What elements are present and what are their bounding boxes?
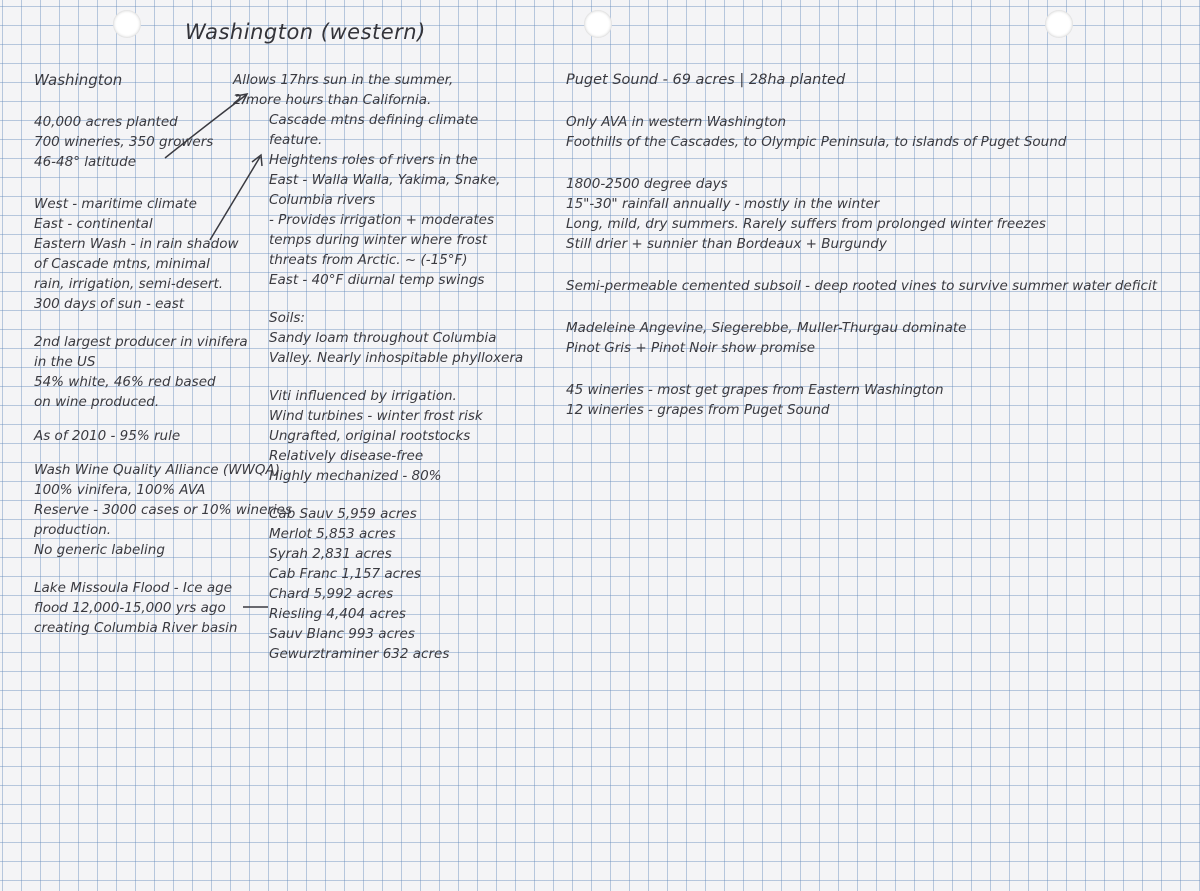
cascade-line: Cascade mtns defining climate — [269, 112, 479, 128]
varieties-line: Madeleine Angevine, Siegerebbe, Muller-Thurgau dominate — [566, 320, 967, 336]
climate-line: West - maritime climate — [34, 196, 197, 212]
wwqa-line: Reserve - 3000 cases or 10% wineries — [34, 502, 293, 518]
puget-sound-heading: Puget Sound - 69 acres | 28ha planted — [566, 72, 846, 88]
climate-line: rain, irrigation, semi-desert. — [34, 276, 224, 292]
cascade-line: East - Walla Walla, Yakima, Snake, — [269, 172, 501, 188]
stat-line: 40,000 acres planted — [34, 114, 178, 130]
sun-note-line: 2 more hours than California. — [233, 92, 432, 108]
wwqa-line: No generic labeling — [34, 542, 165, 558]
puget-climate-line: 1800-2500 degree days — [566, 176, 728, 192]
cascade-line: feature. — [269, 132, 323, 148]
climate-line: 300 days of sun - east — [34, 296, 185, 312]
wwqa-line: production. — [34, 522, 112, 538]
wwqa-line: Wash Wine Quality Alliance (WWQA) — [34, 462, 280, 478]
grape-acreage-line: Riesling 4,404 acres — [269, 606, 406, 622]
sun-note — [233, 70, 553, 110]
page-title: Washington (western) — [185, 20, 426, 44]
middle-column — [269, 110, 549, 664]
soils-line: Valley. Nearly inhospitable phylloxera — [269, 350, 524, 366]
wwqa-line: 100% vinifera, 100% AVA — [34, 482, 206, 498]
grape-acreage-line: Cab Sauv 5,959 acres — [269, 506, 417, 522]
cascade-line: Heightens roles of rivers in the — [269, 152, 478, 168]
right-column — [566, 70, 1186, 420]
flood-line: flood 12,000-15,000 yrs ago — [34, 600, 226, 616]
viti-line: Ungrafted, original rootstocks — [269, 428, 471, 444]
producer-line: 2nd largest producer in vinifera — [34, 334, 248, 350]
cascade-line: - Provides irrigation + moderates — [269, 212, 494, 228]
cascade-line: East - 40°F diurnal temp swings — [269, 272, 485, 288]
cascade-line: temps during winter where frost — [269, 232, 488, 248]
cascade-line: threats from Arctic. ~ (-15°F) — [269, 252, 468, 268]
binder-hole — [113, 10, 141, 38]
ava-line: Only AVA in western Washington — [566, 114, 787, 130]
producer-line: 54% white, 46% red based — [34, 374, 216, 390]
viti-line: Viti influenced by irrigation. — [269, 388, 457, 404]
grape-acreage-line: Syrah 2,831 acres — [269, 546, 392, 562]
viti-line: Highly mechanized - 80% — [269, 468, 442, 484]
subsoil-line: Semi-permeable cemented subsoil - deep rooted vines to survive summer water deficit — [566, 278, 1157, 294]
producer-line: on wine produced. — [34, 394, 160, 410]
binder-hole — [1045, 10, 1073, 38]
grape-acreage-line: Sauv Blanc 993 acres — [269, 626, 415, 642]
viti-line: Relatively disease-free — [269, 448, 424, 464]
left-heading: Washington — [34, 71, 123, 89]
varieties-line: Pinot Gris + Pinot Noir show promise — [566, 340, 816, 356]
soils-line: Sandy loam throughout Columbia — [269, 330, 497, 346]
sun-note-line: Allows 17hrs sun in the summer, — [233, 72, 454, 88]
viti-line: Wind turbines - winter frost risk — [269, 408, 483, 424]
flood-line: Lake Missoula Flood - Ice age — [34, 580, 233, 596]
puget-climate-line: Still drier + sunnier than Bordeaux + Burgundy — [566, 236, 887, 252]
cascade-line: Columbia rivers — [269, 192, 376, 208]
grape-acreage-line: Merlot 5,853 acres — [269, 526, 396, 542]
puget-climate-line: 15"-30" rainfall annually - mostly in the winter — [566, 196, 880, 212]
puget-climate-line: Long, mild, dry summers. Rarely suffers from prolonged winter freezes — [566, 216, 1046, 232]
grape-acreage-line: Gewurztraminer 632 acres — [269, 646, 450, 662]
stat-line: 700 wineries, 350 growers — [34, 134, 214, 150]
ava-line: Foothills of the Cascades, to Olympic Peninsula, to islands of Puget Sound — [566, 134, 1067, 150]
binder-hole — [584, 10, 612, 38]
wineries-line: 12 wineries - grapes from Puget Sound — [566, 402, 830, 418]
rule-line: As of 2010 - 95% rule — [34, 428, 181, 444]
soils-line: Soils: — [269, 310, 305, 326]
wineries-line: 45 wineries - most get grapes from Eastern Washington — [566, 382, 944, 398]
grape-acreage-line: Chard 5,992 acres — [269, 586, 394, 602]
climate-line: Eastern Wash - in rain shadow — [34, 236, 239, 252]
climate-line: of Cascade mtns, minimal — [34, 256, 210, 272]
flood-line: creating Columbia River basin — [34, 620, 238, 636]
climate-line: East - continental — [34, 216, 153, 232]
producer-line: in the US — [34, 354, 96, 370]
stat-line: 46-48° latitude — [34, 154, 137, 170]
grape-acreage-line: Cab Franc 1,157 acres — [269, 566, 421, 582]
